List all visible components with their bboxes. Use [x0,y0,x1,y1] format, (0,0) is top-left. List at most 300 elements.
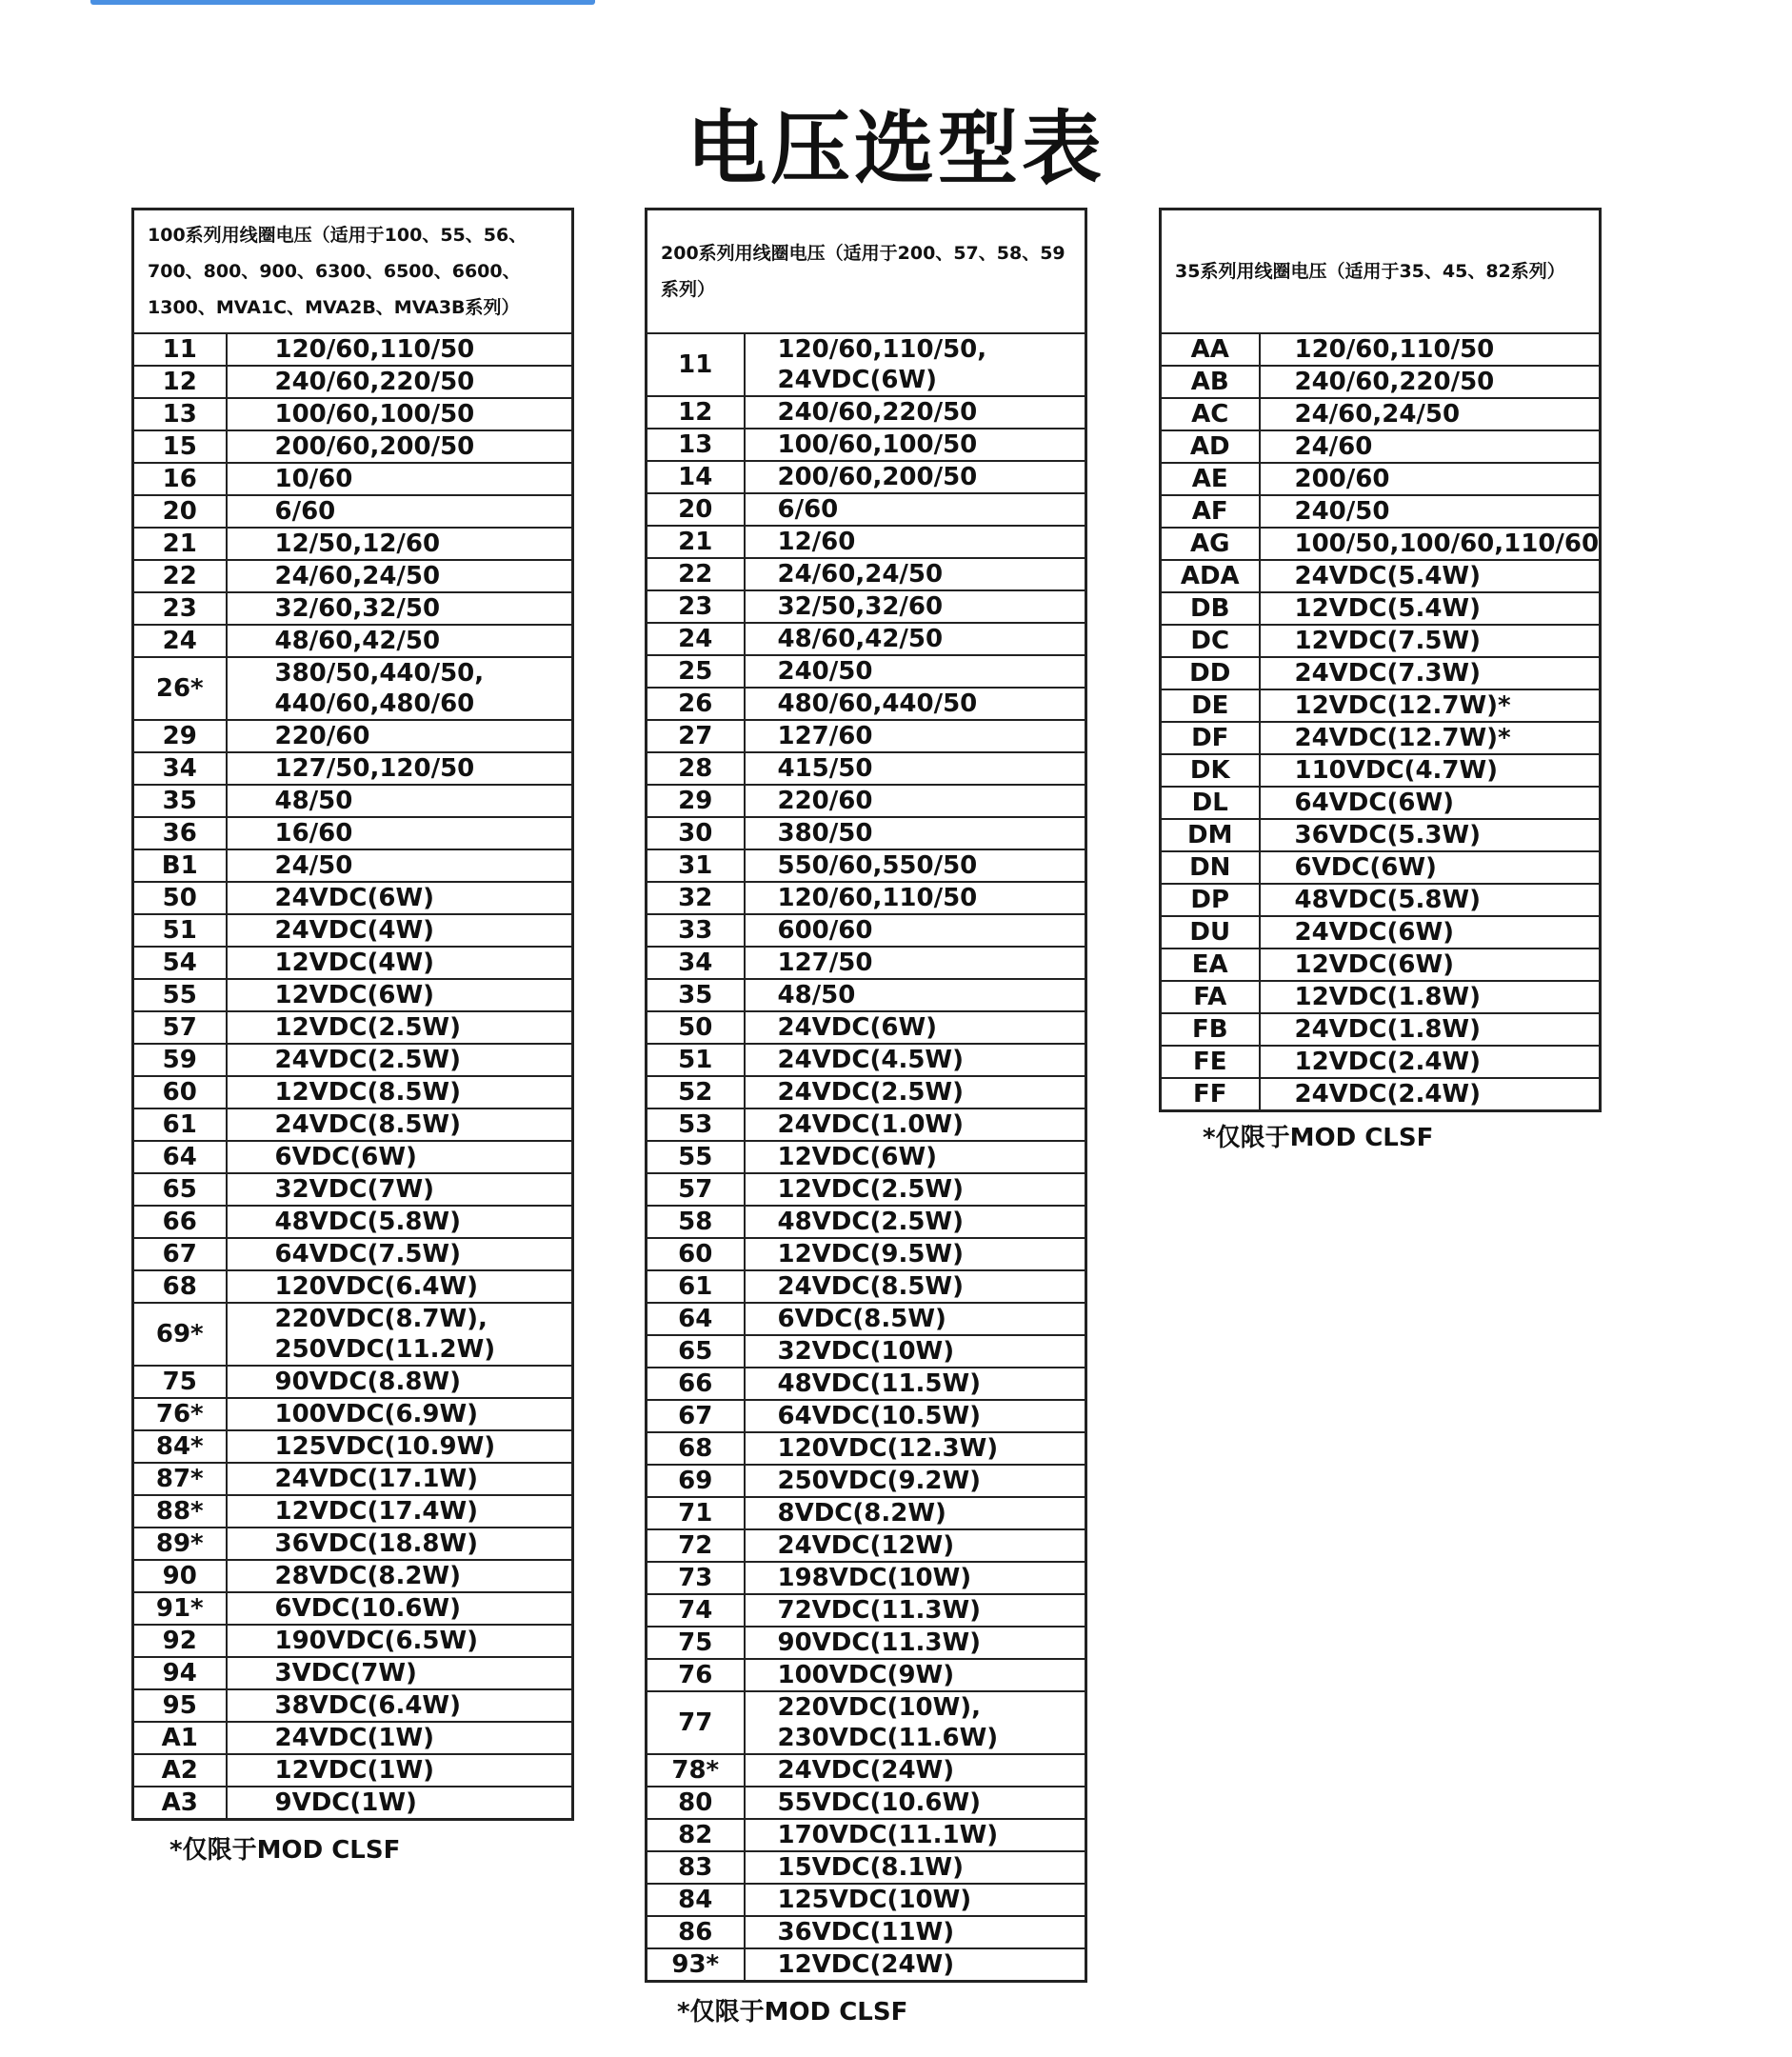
table-row [1161,625,1601,657]
voltage-code: 55 [133,979,227,1011]
voltage-value: 24VDC(2.5W) [745,1076,1086,1108]
voltage-code: 12 [133,366,227,398]
table-row [133,528,573,560]
table-row [647,1948,1086,1982]
table-row [647,1787,1086,1819]
table-row [133,1108,573,1141]
voltage-value: 28VDC(8.2W) [227,1560,573,1592]
voltage-code: 73 [647,1562,745,1594]
voltage-code: 33 [647,914,745,947]
table-row [133,849,573,882]
voltage-value: 24/50 [227,849,573,882]
voltage-code: 82 [647,1819,745,1851]
voltage-code: 51 [133,914,227,947]
table-row [133,1657,573,1689]
table-row [647,493,1086,526]
voltage-value: 12VDC(2.4W) [1260,1046,1601,1078]
table-row [647,914,1086,947]
voltage-code: 92 [133,1625,227,1657]
voltage-code: A3 [133,1787,227,1820]
voltage-code: 29 [133,720,227,752]
voltage-value: 16/60 [227,817,573,849]
table-row [647,1044,1086,1076]
voltage-value: 32VDC(10W) [745,1335,1086,1368]
voltage-value: 110VDC(4.7W) [1260,754,1601,787]
voltage-code: 57 [647,1173,745,1206]
voltage-code: 24 [133,625,227,657]
voltage-code: 51 [647,1044,745,1076]
voltage-value: 24VDC(2.4W) [1260,1078,1601,1111]
table-row [647,1173,1086,1206]
voltage-code: 20 [133,495,227,528]
table-row [647,1594,1086,1627]
voltage-value: 24VDC(1.0W) [745,1108,1086,1141]
voltage-code: 34 [133,752,227,785]
voltage-value: 6VDC(6W) [227,1141,573,1173]
voltage-code: FB [1161,1013,1260,1046]
table-row [133,1528,573,1560]
voltage-code: DD [1161,657,1260,689]
voltage-table-panel-100-series [131,208,574,1867]
table-row [133,366,573,398]
table-row [133,1560,573,1592]
table-row [647,526,1086,558]
voltage-value: 12/50,12/60 [227,528,573,560]
table-row [133,463,573,495]
table-row [647,590,1086,623]
voltage-code: 30 [647,817,745,849]
table-row [647,1691,1086,1754]
table-header: 200系列用线圈电压（适用于200、57、58、59系列） [647,210,1086,334]
voltage-code: 64 [133,1141,227,1173]
table-row [1161,884,1601,916]
table-row [647,1627,1086,1659]
voltage-code: 66 [133,1206,227,1238]
voltage-code: AB [1161,366,1260,398]
voltage-code: 78* [647,1754,745,1787]
voltage-code: FA [1161,981,1260,1013]
voltage-value: 3VDC(7W) [227,1657,573,1689]
table-row [133,1754,573,1787]
voltage-code: 11 [647,333,745,396]
voltage-table [645,208,1087,1983]
table-row [133,817,573,849]
voltage-value: 220VDC(10W), 230VDC(11.6W) [745,1691,1086,1754]
voltage-value: 24VDC(8.5W) [745,1270,1086,1303]
voltage-code: 94 [133,1657,227,1689]
table-row [1161,495,1601,528]
voltage-code: 25 [647,655,745,688]
table-row [133,1625,573,1657]
voltage-code: 22 [647,558,745,590]
table-row [647,882,1086,914]
voltage-code: 58 [647,1206,745,1238]
table-row [647,1400,1086,1432]
voltage-code: 26* [133,657,227,720]
voltage-value: 24/60 [1260,430,1601,463]
voltage-value: 12VDC(9.5W) [745,1238,1086,1270]
table-row [133,1044,573,1076]
table-row [133,1689,573,1722]
voltage-code: 34 [647,947,745,979]
table-row [647,1465,1086,1497]
table-row [647,429,1086,461]
voltage-value: 12VDC(6W) [745,1141,1086,1173]
voltage-value: 48VDC(5.8W) [227,1206,573,1238]
voltage-code: 71 [647,1497,745,1529]
table-row [647,785,1086,817]
voltage-value: 6VDC(8.5W) [745,1303,1086,1335]
voltage-value: 24/60,24/50 [745,558,1086,590]
voltage-value: 415/50 [745,752,1086,785]
table-row [133,398,573,430]
table-row [133,1173,573,1206]
voltage-value: 200/60 [1260,463,1601,495]
voltage-value: 10/60 [227,463,573,495]
table-row [133,1141,573,1173]
table-row [1161,528,1601,560]
voltage-table-panel-200-series [645,208,1087,2028]
voltage-code: AG [1161,528,1260,560]
footnote: *仅限于MOD CLSF [677,1998,908,2027]
table-row [1161,981,1601,1013]
voltage-code: DM [1161,819,1260,851]
table-row [133,720,573,752]
voltage-value: 32/50,32/60 [745,590,1086,623]
voltage-table [131,208,574,1821]
voltage-code: 11 [133,333,227,366]
voltage-code: 87* [133,1463,227,1495]
voltage-code: 89* [133,1528,227,1560]
table-row [133,625,573,657]
voltage-value: 6VDC(10.6W) [227,1592,573,1625]
table-row [647,1754,1086,1787]
table-row [1161,398,1601,430]
table-row [647,1206,1086,1238]
voltage-value: 220/60 [745,785,1086,817]
table-row [133,979,573,1011]
table-row [647,1108,1086,1141]
voltage-value: 12VDC(8.5W) [227,1076,573,1108]
voltage-value: 240/50 [745,655,1086,688]
table-row [133,1238,573,1270]
voltage-value: 24VDC(1W) [227,1722,573,1754]
voltage-code: 28 [647,752,745,785]
voltage-code: DP [1161,884,1260,916]
voltage-value: 48/50 [745,979,1086,1011]
footnote: *仅限于MOD CLSF [169,1836,401,1865]
table-row [133,1787,573,1820]
voltage-value: 90VDC(11.3W) [745,1627,1086,1659]
voltage-code: 12 [647,396,745,429]
voltage-value: 9VDC(1W) [227,1787,573,1820]
table-row [1161,1013,1601,1046]
table-row [647,655,1086,688]
voltage-value: 480/60,440/50 [745,688,1086,720]
table-row [133,495,573,528]
voltage-code: 64 [647,1303,745,1335]
table-row [647,979,1086,1011]
voltage-value: 12VDC(1W) [227,1754,573,1787]
voltage-value: 24VDC(6W) [745,1011,1086,1044]
table-row [647,623,1086,655]
voltage-value: 6/60 [227,495,573,528]
voltage-value: 220VDC(8.7W), 250VDC(11.2W) [227,1303,573,1366]
voltage-code: 32 [647,882,745,914]
voltage-value: 64VDC(7.5W) [227,1238,573,1270]
table-row [133,947,573,979]
voltage-code: 77 [647,1691,745,1754]
table-row [647,1368,1086,1400]
voltage-value: 64VDC(10.5W) [745,1400,1086,1432]
voltage-table [1159,208,1602,1112]
voltage-code: 69 [647,1465,745,1497]
table-row [1161,333,1601,366]
voltage-code: 23 [647,590,745,623]
voltage-value: 24VDC(7.3W) [1260,657,1601,689]
table-row [133,657,573,720]
table-row [133,1076,573,1108]
voltage-value: 24VDC(6W) [227,882,573,914]
voltage-code: 84 [647,1884,745,1916]
voltage-code: 90 [133,1560,227,1592]
table-row [1161,754,1601,787]
voltage-value: 127/50 [745,947,1086,979]
voltage-value: 64VDC(6W) [1260,787,1601,819]
voltage-code: 54 [133,947,227,979]
table-row [133,1592,573,1625]
voltage-value: 24VDC(24W) [745,1754,1086,1787]
voltage-code: 75 [647,1627,745,1659]
voltage-code: 61 [133,1108,227,1141]
voltage-value: 32VDC(7W) [227,1173,573,1206]
voltage-value: 240/60,220/50 [745,396,1086,429]
table-row [647,947,1086,979]
voltage-code: DU [1161,916,1260,949]
voltage-code: DK [1161,754,1260,787]
table-row [647,396,1086,429]
table-header: 100系列用线圈电压（适用于100、55、56、700、800、900、6300、6500、6600、1300、MVA1C、MVA2B、MVA3B系列） [133,210,573,334]
voltage-code: 61 [647,1270,745,1303]
table-row [133,785,573,817]
voltage-code: 50 [647,1011,745,1044]
voltage-value: 120/60,110/50 [1260,333,1601,366]
table-row [647,1916,1086,1948]
voltage-code: 24 [647,623,745,655]
voltage-code: AE [1161,463,1260,495]
table-row [1161,949,1601,981]
table-row [133,882,573,914]
table-row [133,1206,573,1238]
voltage-value: 48/60,42/50 [745,623,1086,655]
table-row [133,1722,573,1754]
voltage-value: 72VDC(11.3W) [745,1594,1086,1627]
table-row [647,1562,1086,1594]
voltage-value: 24VDC(12W) [745,1529,1086,1562]
voltage-value: 190VDC(6.5W) [227,1625,573,1657]
voltage-code: 35 [647,979,745,1011]
voltage-value: 120/60,110/50 [745,882,1086,914]
voltage-code: 52 [647,1076,745,1108]
table-row [647,558,1086,590]
voltage-value: 90VDC(8.8W) [227,1366,573,1398]
voltage-code: 83 [647,1851,745,1884]
table-row [1161,592,1601,625]
voltage-code: 80 [647,1787,745,1819]
voltage-value: 36VDC(18.8W) [227,1528,573,1560]
voltage-code: A2 [133,1754,227,1787]
table-row [133,333,573,366]
voltage-code: DC [1161,625,1260,657]
voltage-value: 240/60,220/50 [1260,366,1601,398]
voltage-value: 12VDC(6W) [227,979,573,1011]
table-row [133,430,573,463]
table-row [133,1366,573,1398]
voltage-code: AA [1161,333,1260,366]
table-row [647,817,1086,849]
voltage-code: 72 [647,1529,745,1562]
voltage-code: 75 [133,1366,227,1398]
voltage-code: 22 [133,560,227,592]
voltage-value: 120VDC(6.4W) [227,1270,573,1303]
voltage-code: 76 [647,1659,745,1691]
table-header: 35系列用线圈电压（适用于35、45、82系列） [1161,210,1601,334]
table-row [1161,916,1601,949]
table-row [133,1495,573,1528]
table-row [647,1851,1086,1884]
voltage-code: 20 [647,493,745,526]
table-row [1161,657,1601,689]
voltage-value: 380/50 [745,817,1086,849]
table-row [1161,430,1601,463]
table-row [647,461,1086,493]
voltage-value: 12VDC(7.5W) [1260,625,1601,657]
voltage-value: 250VDC(9.2W) [745,1465,1086,1497]
table-row [647,1011,1086,1044]
voltage-value: 12VDC(2.5W) [745,1173,1086,1206]
voltage-value: 12VDC(6W) [1260,949,1601,981]
top-accent-bar [90,0,595,5]
table-row [133,914,573,947]
voltage-value: 24VDC(8.5W) [227,1108,573,1141]
voltage-code: DN [1161,851,1260,884]
voltage-code: 69* [133,1303,227,1366]
voltage-code: DF [1161,722,1260,754]
table-row [1161,722,1601,754]
table-row [1161,1046,1601,1078]
voltage-code: 31 [647,849,745,882]
voltage-table-panel-35-series [1159,208,1602,1154]
voltage-value: 100/60,100/50 [227,398,573,430]
table-row [647,1529,1086,1562]
table-row [647,1335,1086,1368]
footnote: *仅限于MOD CLSF [1203,1124,1434,1152]
voltage-code: 13 [133,398,227,430]
table-row [1161,819,1601,851]
voltage-code: 15 [133,430,227,463]
voltage-value: 12/60 [745,526,1086,558]
voltage-value: 380/50,440/50, 440/60,480/60 [227,657,573,720]
voltage-code: DB [1161,592,1260,625]
voltage-value: 15VDC(8.1W) [745,1851,1086,1884]
table-row [647,1432,1086,1465]
voltage-value: 198VDC(10W) [745,1562,1086,1594]
voltage-code: 13 [647,429,745,461]
table-row [133,1398,573,1430]
voltage-value: 127/60 [745,720,1086,752]
voltage-code: 21 [647,526,745,558]
voltage-value: 240/50 [1260,495,1601,528]
table-row [1161,463,1601,495]
table-row [647,1303,1086,1335]
voltage-code: DE [1161,689,1260,722]
voltage-value: 127/50,120/50 [227,752,573,785]
table-row [647,1497,1086,1529]
voltage-code: 65 [647,1335,745,1368]
voltage-code: 91* [133,1592,227,1625]
table-row [133,560,573,592]
voltage-value: 100VDC(6.9W) [227,1398,573,1430]
voltage-value: 12VDC(1.8W) [1260,981,1601,1013]
voltage-value: 220/60 [227,720,573,752]
table-row [647,1270,1086,1303]
voltage-value: 24/60,24/50 [1260,398,1601,430]
voltage-value: 125VDC(10W) [745,1884,1086,1916]
table-row [647,1141,1086,1173]
page-title: 电压选型表 [686,102,1105,196]
voltage-code: 76* [133,1398,227,1430]
voltage-code: FE [1161,1046,1260,1078]
table-row [647,1819,1086,1851]
voltage-value: 36VDC(11W) [745,1916,1086,1948]
table-row [647,1659,1086,1691]
voltage-value: 8VDC(8.2W) [745,1497,1086,1529]
voltage-value: 48VDC(2.5W) [745,1206,1086,1238]
voltage-value: 120/60,110/50 [227,333,573,366]
voltage-code: 88* [133,1495,227,1528]
voltage-code: 36 [133,817,227,849]
table-row [133,592,573,625]
voltage-code: 35 [133,785,227,817]
voltage-value: 24VDC(6W) [1260,916,1601,949]
table-row [647,688,1086,720]
table-row [133,1303,573,1366]
table-row [1161,787,1601,819]
table-row [133,1011,573,1044]
voltage-code: AF [1161,495,1260,528]
table-row [133,1463,573,1495]
voltage-code: 53 [647,1108,745,1141]
table-row [647,752,1086,785]
voltage-value: 38VDC(6.4W) [227,1689,573,1722]
table-row [1161,1078,1601,1111]
table-row [647,1238,1086,1270]
voltage-code: 65 [133,1173,227,1206]
voltage-value: 120VDC(12.3W) [745,1432,1086,1465]
table-row [1161,560,1601,592]
voltage-code: AC [1161,398,1260,430]
voltage-value: 24VDC(12.7W)* [1260,722,1601,754]
voltage-code: 14 [647,461,745,493]
table-row [1161,689,1601,722]
voltage-code: EA [1161,949,1260,981]
voltage-code: 16 [133,463,227,495]
voltage-value: 24/60,24/50 [227,560,573,592]
voltage-value: 120/60,110/50, 24VDC(6W) [745,333,1086,396]
voltage-code: 50 [133,882,227,914]
table-row [647,333,1086,396]
table-row [647,849,1086,882]
